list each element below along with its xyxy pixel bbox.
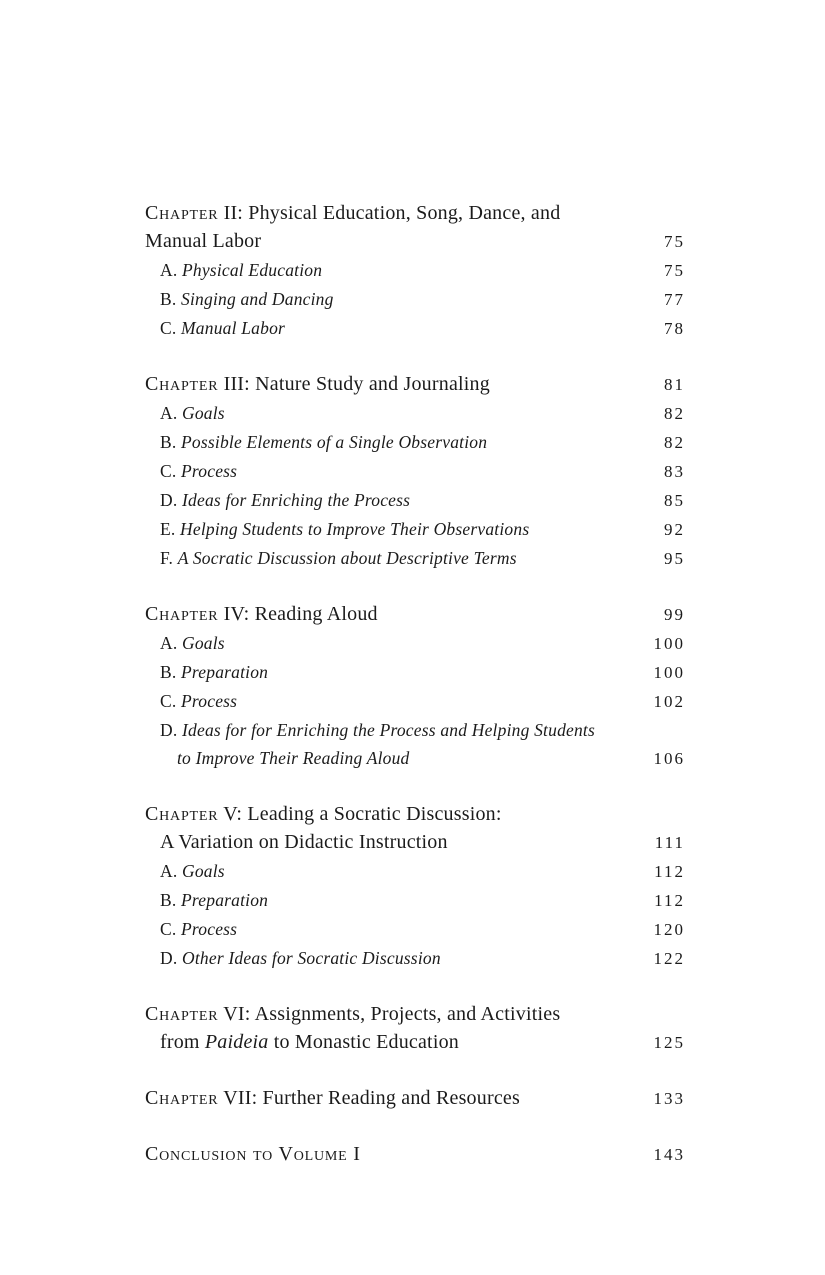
italic-text: Goals: [182, 633, 225, 653]
toc-entry-page-number: 77: [664, 290, 685, 309]
toc-entry-title: [160, 687, 629, 715]
toc-entry-page-number: 112: [654, 891, 685, 910]
toc-entry-page-number: 78: [664, 319, 685, 338]
plain-text: VI: Assignments, Projects, and Activities: [218, 1003, 561, 1025]
toc-entry: [145, 687, 683, 716]
toc-entry-title: [160, 256, 629, 284]
italic-text: Ideas for for Enriching the Process and Helping Students: [182, 720, 596, 740]
toc-entry: [145, 658, 683, 687]
toc-entry-title: [160, 716, 629, 744]
toc-entry-page-number: 120: [653, 920, 685, 939]
toc-entry: [145, 857, 683, 886]
plain-text: D.: [160, 490, 182, 510]
plain-text: from: [160, 1031, 205, 1053]
toc-entry: [145, 716, 683, 744]
toc-entry-title: [145, 370, 629, 398]
plain-text: B.: [160, 432, 182, 452]
toc-entry: [145, 828, 683, 857]
toc-entry-page-number: 99: [664, 605, 685, 624]
italic-text: Process: [181, 691, 238, 711]
toc-entry-title: [160, 857, 629, 885]
toc-entry: [145, 886, 683, 915]
toc-entry-title: [145, 227, 629, 255]
italic-text: Ideas for Enriching the Process: [182, 490, 411, 510]
toc-entry-title: [160, 915, 629, 943]
toc-section-5: [145, 1000, 683, 1057]
small-caps-text: Chapter: [145, 1087, 219, 1109]
plain-text: IV: Reading Aloud: [218, 603, 378, 625]
toc-section-3: [145, 600, 683, 773]
toc-entry-title: [160, 515, 629, 543]
plain-text: A.: [160, 633, 182, 653]
italic-text: Manual Labor: [181, 318, 286, 338]
toc-entry-page-number: 85: [664, 491, 685, 510]
italic-text: Possible Elements of a Single Observation: [181, 432, 488, 452]
toc-entry-page-number: 75: [664, 232, 685, 251]
toc-entry-title: [145, 199, 629, 227]
plain-text: E.: [160, 519, 181, 539]
toc-entry: [145, 486, 683, 515]
italic-text: Singing and Dancing: [181, 289, 334, 309]
toc-entry: [145, 915, 683, 944]
italic-text: Paideia: [204, 1031, 269, 1053]
toc-entry-page-number: 102: [653, 692, 685, 711]
toc-entry-title: [160, 285, 629, 313]
toc-entry-page-number: 100: [653, 634, 685, 653]
toc-entry-title: [160, 486, 629, 514]
toc-entry-title: [145, 1084, 629, 1112]
toc-section-7: [145, 1140, 683, 1169]
plain-text: A.: [160, 260, 182, 280]
toc-entry-page-number: 92: [664, 520, 685, 539]
plain-text: B.: [160, 289, 182, 309]
small-caps-text: Chapter: [145, 373, 219, 395]
toc-entry-title: [160, 886, 629, 914]
italic-text: Goals: [182, 861, 225, 881]
toc-entry-title: [177, 744, 629, 772]
toc-entry-page-number: 95: [664, 549, 685, 568]
toc-entry: [145, 314, 683, 343]
toc-entry-page-number: 82: [664, 404, 685, 423]
italic-text: Goals: [182, 403, 225, 423]
toc-section-4: [145, 800, 683, 973]
plain-text: B.: [160, 890, 182, 910]
small-caps-text: Chapter: [145, 803, 219, 825]
toc-entry: [145, 457, 683, 486]
italic-text: Preparation: [181, 662, 269, 682]
toc-entry: [145, 227, 683, 256]
toc-entry: [145, 370, 683, 399]
toc-section-6: [145, 1084, 683, 1113]
toc-entry: [145, 1000, 683, 1028]
toc-entry: [145, 1028, 683, 1057]
italic-text: Process: [181, 919, 238, 939]
plain-text: C.: [160, 318, 182, 338]
toc-entry: [145, 285, 683, 314]
italic-text: Physical Education: [182, 260, 323, 280]
toc-entry-page-number: 75: [664, 261, 685, 280]
plain-text: II: Physical Education, Song, Dance, and: [218, 202, 561, 224]
small-caps-text: Conclusion to Volume I: [145, 1143, 361, 1165]
toc-entry-title: [160, 457, 629, 485]
toc-entry: [145, 544, 683, 573]
toc-entry: [145, 944, 683, 973]
small-caps-text: Chapter: [145, 1003, 219, 1025]
plain-text: C.: [160, 691, 182, 711]
toc-entry: [145, 515, 683, 544]
plain-text: A Variation on Didactic Instruction: [160, 831, 448, 853]
plain-text: D.: [160, 720, 182, 740]
table-of-contents: [145, 199, 683, 1169]
plain-text: B.: [160, 662, 182, 682]
toc-entry-title: [160, 314, 629, 342]
toc-entry-title: [160, 544, 629, 572]
toc-entry-page-number: 125: [653, 1033, 685, 1052]
plain-text: F.: [160, 548, 178, 568]
italic-text: Helping Students to Improve Their Observations: [180, 519, 530, 539]
toc-entry-page-number: 106: [653, 749, 685, 768]
toc-entry: [145, 744, 683, 773]
toc-entry: [145, 1084, 683, 1113]
toc-entry: [145, 600, 683, 629]
toc-entry-title: [145, 600, 629, 628]
toc-entry-title: [160, 828, 629, 856]
toc-section-1: [145, 199, 683, 343]
toc-entry-page-number: 81: [664, 375, 685, 394]
small-caps-text: Chapter: [145, 202, 219, 224]
toc-entry: [145, 256, 683, 285]
toc-entry-page-number: 82: [664, 433, 685, 452]
toc-entry-page-number: 100: [653, 663, 685, 682]
plain-text: C.: [160, 461, 182, 481]
toc-entry-title: [160, 658, 629, 686]
toc-entry-title: [160, 944, 629, 972]
plain-text: VII: Further Reading and Resources: [218, 1087, 520, 1109]
toc-entry: [145, 629, 683, 658]
plain-text: A.: [160, 403, 182, 423]
italic-text: Process: [181, 461, 238, 481]
italic-text: Other Ideas for Socratic Discussion: [182, 948, 441, 968]
toc-entry-page-number: 111: [654, 833, 685, 852]
plain-text: Manual Labor: [145, 230, 262, 252]
plain-text: D.: [160, 948, 182, 968]
plain-text: V: Leading a Socratic Discussion:: [218, 803, 502, 825]
italic-text: to Improve Their Reading Aloud: [177, 748, 410, 768]
toc-entry-page-number: 133: [653, 1089, 685, 1108]
toc-entry-page-number: 83: [664, 462, 685, 481]
toc-entry: [145, 399, 683, 428]
plain-text: C.: [160, 919, 182, 939]
toc-entry-title: [145, 1140, 629, 1168]
plain-text: III: Nature Study and Journaling: [218, 373, 490, 395]
toc-entry-title: [160, 399, 629, 427]
italic-text: Preparation: [181, 890, 269, 910]
toc-entry-page-number: 122: [653, 949, 685, 968]
toc-entry: [145, 800, 683, 828]
toc-section-2: [145, 370, 683, 573]
toc-entry: [145, 428, 683, 457]
toc-entry-title: [145, 800, 629, 828]
toc-entry-page-number: 112: [654, 862, 685, 881]
italic-text: A Socratic Discussion about Descriptive Terms: [177, 548, 517, 568]
toc-entry-title: [160, 1028, 629, 1056]
toc-entry-title: [160, 629, 629, 657]
toc-entry-title: [145, 1000, 629, 1028]
toc-entry-page-number: 143: [653, 1145, 685, 1164]
small-caps-text: Chapter: [145, 603, 219, 625]
toc-entry: [145, 199, 683, 227]
plain-text: to Monastic Education: [268, 1031, 459, 1053]
plain-text: A.: [160, 861, 182, 881]
toc-entry: [145, 1140, 683, 1169]
toc-entry-title: [160, 428, 629, 456]
